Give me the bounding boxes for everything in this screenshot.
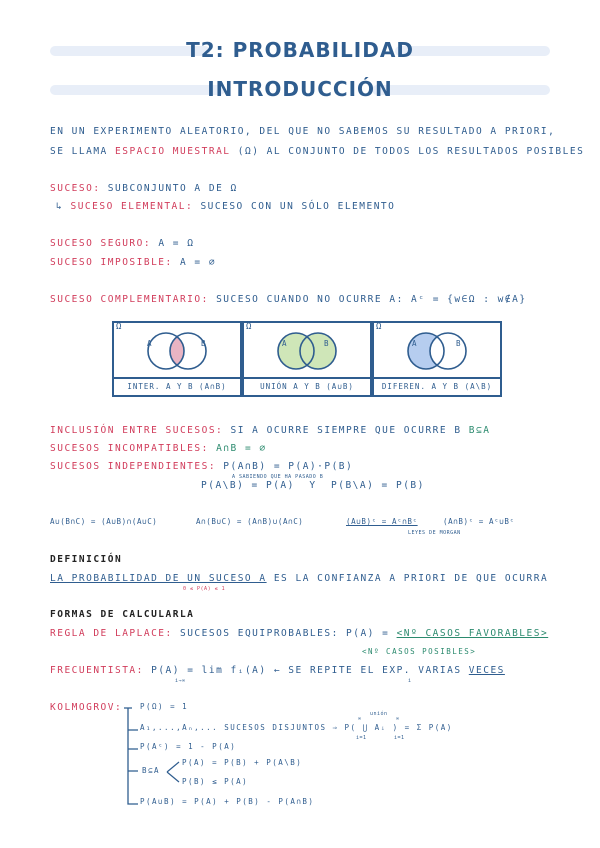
kolmogorov-k4-label: B⊆A — [142, 766, 161, 775]
laplace-numerator: <Nº CASOS FAVORABLES> — [396, 628, 549, 639]
seguro-label: SUCESO SEGURO: — [50, 238, 152, 249]
laplace-text: SUCESOS EQUIPROBABLES: P(A) = — [179, 628, 390, 639]
independientes-y: Y — [309, 480, 317, 491]
laplace-label: REGLA DE LAPLACE: — [50, 628, 173, 639]
laplace-line — [50, 628, 548, 639]
frecuentista-veces-sub: i — [408, 678, 412, 684]
page-title: T2: PROBABILIDAD — [186, 38, 414, 62]
venn-caption: UNIÓN A Y B (A∪B) — [244, 377, 370, 395]
frecuentista-sub: i→∞ — [175, 678, 186, 684]
kolmogorov-k3: P(Aᶜ) = 1 - P(A) — [140, 742, 237, 751]
kolmogorov-sum-upper: ∞ — [396, 716, 400, 722]
suceso-text: SUBCONJUNTO A DE Ω — [107, 183, 238, 194]
intro-line-1: EN UN EXPERIMENTO ALEATORIO, DEL QUE NO SABEMOS SU RESULTADO A PRIORI, — [50, 126, 556, 137]
independientes-f1: P(A∩B) = P(A)·P(B) — [223, 461, 354, 472]
page-subtitle: INTRODUCCIÓN — [207, 77, 393, 101]
seguro-text: A = Ω — [158, 238, 195, 249]
kolmogorov-label: KOLMOGROV: — [50, 702, 123, 713]
venn-diagrams — [112, 321, 493, 397]
imposible-label: SUCESO IMPOSIBLE: — [50, 257, 173, 268]
intro-line-2c: (Ω) AL CONJUNTO DE TODOS LOS RESULTADOS POSIBLES — [237, 146, 585, 157]
complementario-line — [50, 294, 527, 305]
complementario-formula: Aᶜ = {w∈Ω : w∉A} — [411, 294, 527, 305]
definicion-line — [50, 573, 548, 584]
kolmogorov-k2: A₁,...,Aₙ,... SUCESOS DISJUNTOS ⇒ P( ⋃ Aᵢ ) = Σ P(A) — [140, 723, 453, 732]
frecuentista-label: FRECUENTISTA: — [50, 665, 144, 676]
suceso-label: SUCESO: — [50, 183, 101, 194]
complementario-label: SUCESO COMPLEMENTARIO: — [50, 294, 209, 305]
intro-line-2 — [50, 146, 584, 157]
kolmogorov-union-lower: i=1 — [356, 735, 367, 741]
venn-intersection-svg — [114, 323, 240, 379]
kolmogorov-sum-lower: i=1 — [394, 735, 405, 741]
venn-b-label: B — [324, 339, 329, 348]
incompatibles-label: SUCESOS INCOMPATIBLES: — [50, 443, 209, 454]
independientes-label: SUCESOS INDEPENDIENTES: — [50, 461, 217, 472]
inclusion-line — [50, 425, 490, 436]
imposible-line — [50, 257, 216, 268]
venn-caption: DIFEREN. A Y B (A\B) — [374, 377, 500, 395]
suceso-line — [50, 183, 238, 194]
omega-label: Ω — [376, 322, 382, 332]
espacio-muestral-term: ESPACIO MUESTRAL — [115, 146, 231, 157]
kolmogorov-k4b: P(B) ≤ P(A) — [182, 777, 249, 786]
definicion-note: 0 ≤ P(A) ≤ 1 — [183, 586, 226, 592]
formas-heading: FORMAS DE CALCULARLA — [50, 609, 195, 620]
laplace-denominator: <Nº CASOS POSIBLES> — [362, 647, 477, 656]
inclusion-formula: B⊆A — [468, 425, 491, 436]
distributive-law-1: A∪(B∩C) = (A∪B)∩(A∪C) — [50, 517, 158, 526]
kolmogorov-bracket — [118, 700, 161, 810]
suceso-elemental-label: SUCESO ELEMENTAL: — [70, 201, 194, 212]
definicion-part2: ES LA CONFIANZA A PRIORI DE QUE OCURRA — [273, 573, 549, 584]
definicion-part1: LA PROBABILIDAD DE UN SUCESO A — [50, 573, 267, 584]
omega-label: Ω — [116, 322, 122, 332]
frecuentista-veces: VECES — [468, 665, 505, 676]
kolmogorov-k1: P(Ω) = 1 — [140, 702, 189, 711]
venn-difference — [372, 321, 502, 397]
inclusion-text: SI A OCURRE SIEMPRE QUE OCURRE B — [230, 425, 462, 436]
intro-line-2a: SE LLAMA — [50, 146, 108, 157]
venn-union-svg — [244, 323, 370, 379]
venn-a-label: A — [412, 339, 417, 348]
independientes-note: A SABIENDO QUE HA PASADO B — [232, 474, 324, 480]
venn-union — [242, 321, 372, 397]
morgan-note: LEYES DE MORGAN — [408, 530, 461, 536]
venn-b-label: B — [456, 339, 461, 348]
venn-intersection — [112, 321, 242, 397]
seguro-line — [50, 238, 194, 249]
independientes-line — [50, 461, 353, 472]
frecuentista-formula: P(A) = lim fᵢ(A) — [151, 665, 267, 676]
distributive-law-2: A∩(B∪C) = (A∩B)∪(A∩C) — [196, 517, 304, 526]
hook-arrow-icon: ↳ — [56, 201, 64, 212]
complementario-text: SUCESO CUANDO NO OCURRE A: — [216, 294, 404, 305]
omega-label: Ω — [246, 322, 252, 332]
kolmogorov-union-note: unión — [370, 711, 388, 717]
kolmogorov-k4a: P(A) = P(B) + P(A\B) — [182, 758, 303, 767]
inclusion-label: INCLUSIÓN ENTRE SUCESOS: — [50, 425, 224, 436]
kolmogorov-union-upper: ∞ — [358, 716, 362, 722]
independientes-line-2 — [201, 480, 425, 491]
frecuentista-line — [50, 665, 505, 676]
incompatibles-text: A∩B = ∅ — [216, 443, 267, 454]
incompatibles-line — [50, 443, 267, 454]
kolmogorov-k5: P(A∪B) = P(A) + P(B) - P(A∩B) — [140, 797, 315, 806]
definicion-heading: DEFINICIÓN — [50, 554, 123, 565]
independientes-f3: P(B\A) = P(B) — [331, 480, 425, 491]
venn-b-label: B — [201, 339, 206, 348]
morgan-law-2: (A∩B)ᶜ = Aᶜ∪Bᶜ — [443, 517, 515, 526]
imposible-text: A = ∅ — [179, 257, 217, 268]
frecuentista-text: ← SE REPITE EL EXP. VARIAS — [273, 665, 462, 676]
venn-a-label: A — [282, 339, 287, 348]
independientes-f2: P(A\B) = P(A) — [201, 480, 295, 491]
venn-caption: INTER. A Y B (A∩B) — [114, 377, 240, 395]
suceso-elemental-text: SUCESO CON UN SÓLO ELEMENTO — [200, 201, 396, 212]
venn-difference-svg — [374, 323, 500, 379]
venn-a-label: A — [147, 339, 152, 348]
suceso-elemental-line — [56, 201, 395, 212]
morgan-law-1: (A∪B)ᶜ = Aᶜ∩Bᶜ — [346, 517, 418, 526]
